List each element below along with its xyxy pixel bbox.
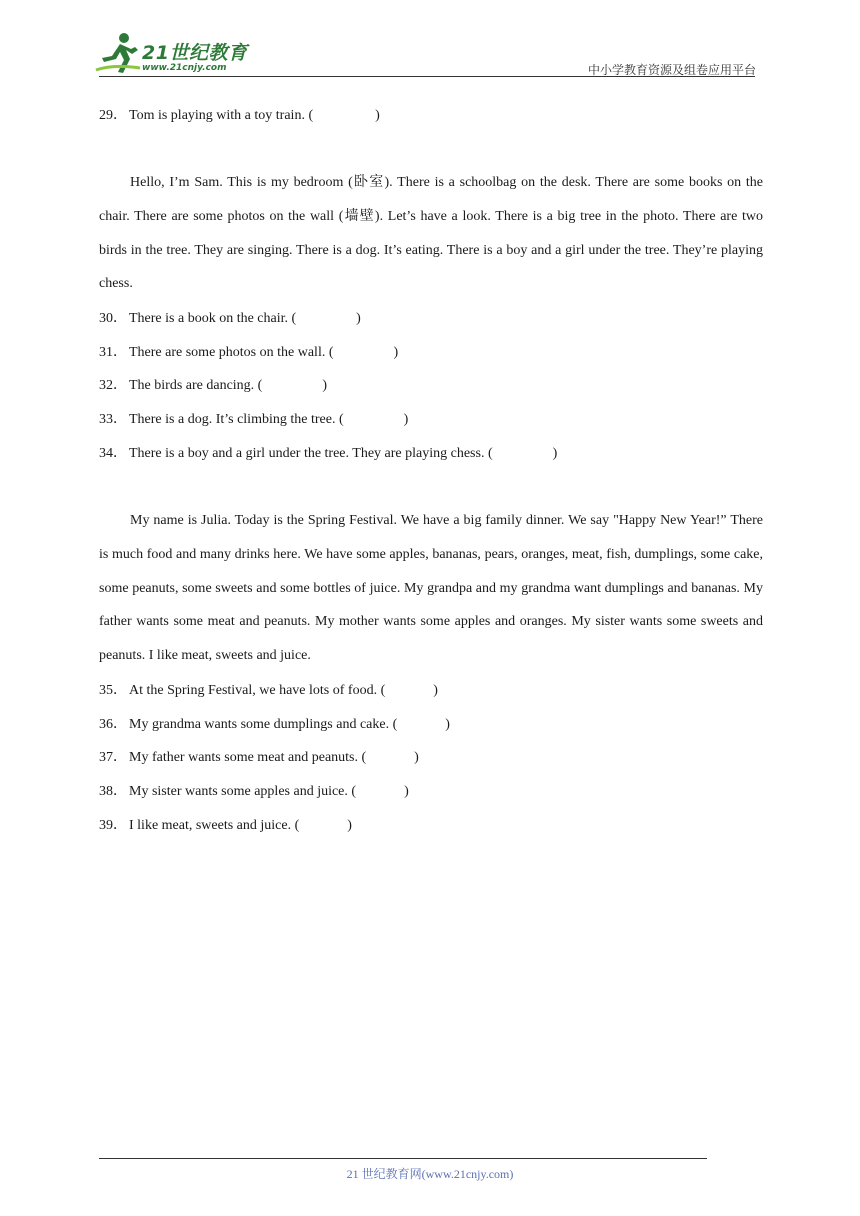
header-divider <box>99 76 755 77</box>
question-34 <box>99 445 557 463</box>
footer-divider <box>99 1158 707 1159</box>
close-paren: ) <box>445 717 450 732</box>
question-text: The birds are dancing. ( <box>129 378 263 393</box>
question-number: 30． <box>99 311 127 326</box>
close-paren: ) <box>414 750 419 765</box>
question-37 <box>99 749 419 767</box>
close-paren: ) <box>375 108 380 123</box>
question-text: There is a boy and a girl under the tree. They are playing chess. ( <box>129 446 493 461</box>
site-logo <box>94 30 264 78</box>
question-text: My father wants some meat and peanuts. ( <box>129 750 367 765</box>
question-text: I like meat, sweets and juice. ( <box>129 818 300 833</box>
question-number: 36． <box>99 717 127 732</box>
close-paren: ) <box>433 683 438 698</box>
question-number: 31． <box>99 345 127 360</box>
question-number: 34． <box>99 446 127 461</box>
question-29 <box>99 107 380 125</box>
passage-text: My name is Julia. Today is the Spring Festival. We have a big family dinner. We say "Happy New Year!” There is much food and many drinks here. We have some apples, bananas, pears, oranges, meat, fish, dumplings, some cake, some peanuts, some sweets and some bottles of juice. My grandpa and my grandma want dumplings and bananas. My father wants some meat and peanuts. My mother wants some apples and oranges. My sister wants some sweets and peanuts. I like meat, sweets and juice. <box>99 513 763 664</box>
question-text: There is a dog. It’s climbing the tree. ( <box>129 412 344 427</box>
question-number: 37． <box>99 750 127 765</box>
question-33 <box>99 411 408 429</box>
close-paren: ) <box>404 784 409 799</box>
question-text: At the Spring Festival, we have lots of food. ( <box>129 683 386 698</box>
question-text: My grandma wants some dumplings and cake. ( <box>129 717 398 732</box>
footer-link[interactable]: 21 世纪教育网(www.21cnjy.com) <box>346 1167 514 1181</box>
passage-text: Hello, I’m Sam. This is my bedroom (卧室). There is a schoolbag on the desk. There are some books on the chair. There are some photos on the wall (墙壁). Let’s have a look. There is a big tree in the photo. There are two birds in the tree. They are singing. There is a dog. It’s eating. There is a boy and a girl under the tree. They’re playing chess. <box>99 175 763 292</box>
question-text: Tom is playing with a toy train. ( <box>129 108 314 123</box>
question-number: 38． <box>99 784 127 799</box>
question-number: 29． <box>99 108 127 123</box>
runner-logo-icon <box>94 30 142 78</box>
close-paren: ) <box>347 818 352 833</box>
question-32 <box>99 377 327 395</box>
passage-1 <box>99 166 763 301</box>
question-number: 39． <box>99 818 127 833</box>
question-number: 33． <box>99 412 127 427</box>
close-paren: ) <box>552 446 558 461</box>
close-paren: ) <box>356 311 361 326</box>
question-text: There are some photos on the wall. ( <box>129 345 334 360</box>
question-38 <box>99 783 409 801</box>
platform-tagline: 中小学教育资源及组卷应用平台 <box>587 63 756 77</box>
question-text: My sister wants some apples and juice. ( <box>129 784 357 799</box>
logo-url: www.21cnjy.com <box>142 63 227 73</box>
close-paren: ) <box>393 345 399 360</box>
passage-2 <box>99 504 763 673</box>
question-number: 32． <box>99 378 127 393</box>
logo-text: 21世纪教育 <box>142 42 248 64</box>
close-paren: ) <box>403 412 409 427</box>
question-31 <box>99 344 398 362</box>
question-36 <box>99 716 450 734</box>
question-35 <box>99 682 438 700</box>
question-30 <box>99 310 361 328</box>
close-paren: ) <box>322 378 328 393</box>
question-text: There is a book on the chair. ( <box>129 311 297 326</box>
question-39 <box>99 817 352 835</box>
question-number: 35． <box>99 683 127 698</box>
